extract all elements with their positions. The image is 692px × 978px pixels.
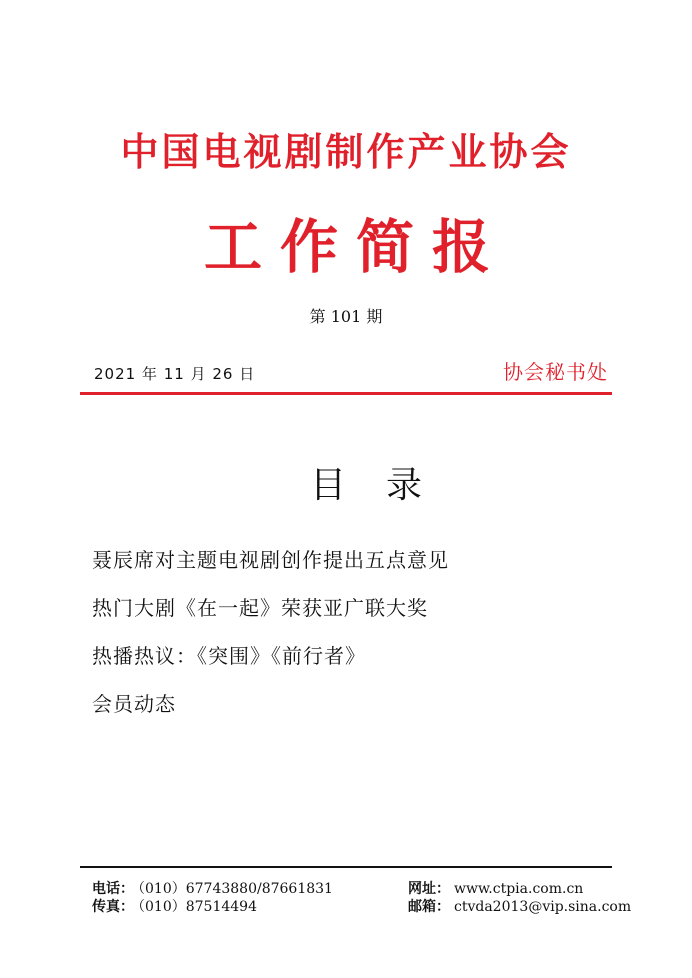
email-row <box>408 898 631 916</box>
web-row <box>408 880 631 898</box>
toc-item-2: 热门大剧《在一起》荣获亚广联大奖 <box>92 596 428 620</box>
email-value[interactable]: ctvda2013@vip.sina.com <box>454 899 632 915</box>
phone-value: （010）67743880/87661831 <box>138 881 333 897</box>
footer-divider <box>80 866 612 868</box>
phone-label: 电话： <box>92 881 134 897</box>
report-title: 工作简报 <box>203 213 508 281</box>
fax-value: （010）87514494 <box>138 899 257 915</box>
issuing-department: 协会秘书处 <box>503 360 608 384</box>
email-label: 邮箱： <box>408 899 450 915</box>
organization-title: 中国电视剧制作产业协会 <box>120 129 572 174</box>
header-divider <box>80 392 612 395</box>
toc-item-1: 聂辰席对主题电视剧创作提出五点意见 <box>92 548 449 572</box>
toc-item-4: 会员动态 <box>92 692 176 716</box>
footer-contact-right <box>408 880 631 916</box>
web-value[interactable]: www.ctpia.com.cn <box>454 881 584 897</box>
toc-item-3: 热播热议：《突围》《前行者》 <box>92 644 366 668</box>
fax-label: 传真： <box>92 899 134 915</box>
toc-list <box>92 548 449 740</box>
web-label: 网址： <box>408 881 450 897</box>
footer-contact-left <box>92 880 333 916</box>
publish-date: 2021 年 11 月 26 日 <box>94 365 256 383</box>
phone-row <box>92 880 333 898</box>
fax-row <box>92 898 333 916</box>
issue-number: 第 101 期 <box>309 307 383 326</box>
toc-heading: 目录 <box>309 465 462 506</box>
